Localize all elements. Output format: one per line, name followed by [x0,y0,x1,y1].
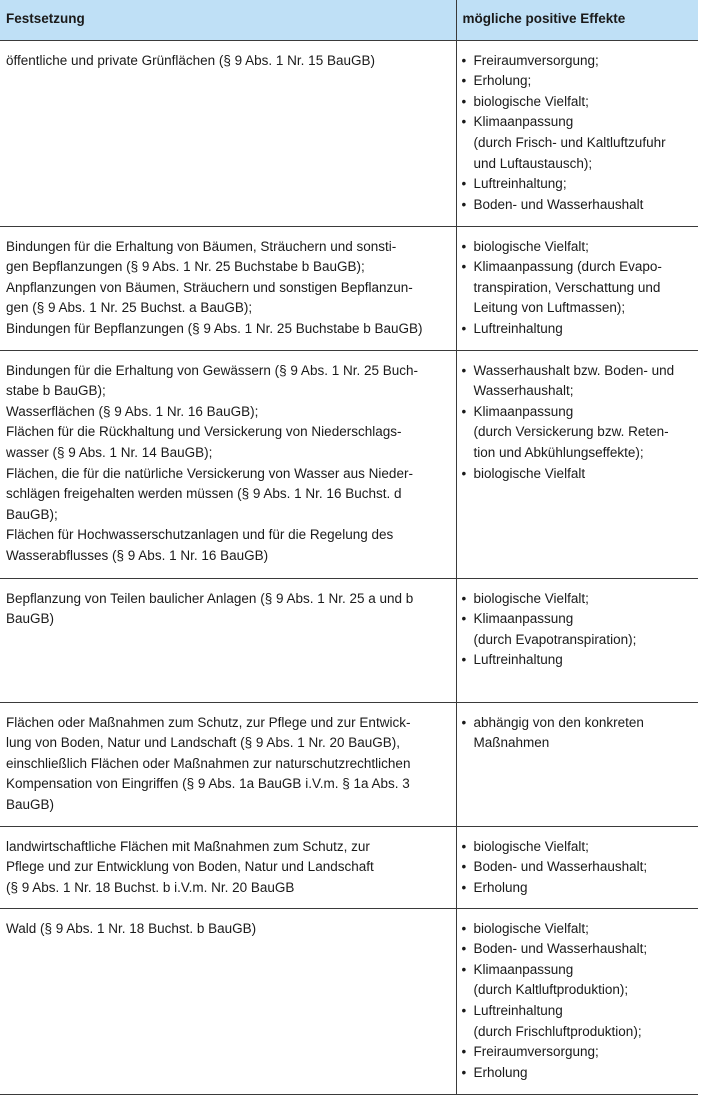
festsetzung-line: landwirtschaftliche Flächen mit Maßnahmen zum Schutz, zur [6,838,370,854]
effekt-line: (durch Versickerung bzw. Reten- [473,424,669,440]
effekt-line: • biologische Vielfalt; [473,590,589,606]
festsetzung-cell [0,40,456,226]
festsetzung-line: Flächen für Hochwasserschutzanlagen und für die Regelung des [6,527,394,543]
effekte-cell [456,908,698,1094]
festsetzung-line: Wasserflächen (§ 9 Abs. 1 Nr. 16 BauGB); [6,403,259,419]
effekt-line: • Erholung; [473,73,532,89]
effekt-line: • biologische Vielfalt; [473,920,589,936]
effekt-line: • Wasserhaushalt bzw. Boden- und [473,362,675,378]
effekte-cell [456,350,698,578]
festsetzung-line: schlägen freigehalten werden müssen (§ 9 Abs. 1 Nr. 16 Buchst. d [6,486,402,502]
effekt-line: • Klimaanpassung [473,114,574,130]
effekt-item [462,1042,697,1063]
festsetzung-cell [0,226,456,350]
table-row [0,702,698,826]
effekte-list [462,361,697,485]
festsetzung-line: wasser (§ 9 Abs. 1 Nr. 14 BauGB); [6,444,213,460]
festsetzung-line: Wald (§ 9 Abs. 1 Nr. 18 Buchst. b BauGB) [6,920,257,936]
effekt-item [462,1001,697,1042]
effekt-item [462,174,697,195]
effekte-list [462,713,697,754]
effekt-item [462,857,697,878]
effekt-line: • biologische Vielfalt [473,465,586,481]
table-row [0,40,698,226]
effekt-line: und Luftaustausch); [473,155,593,171]
festsetzung-cell [0,908,456,1094]
festsetzung-cell [0,826,456,908]
effekt-line: • Luftreinhaltung; [473,176,567,192]
effekt-item [462,713,697,754]
effekte-list [462,589,697,671]
festsetzung-line: Pflege und zur Entwicklung von Boden, Natur und Landschaft [6,859,374,875]
effekt-item [462,939,697,960]
effekt-item [462,319,697,340]
effekt-line: • Klimaanpassung [473,403,574,419]
festsetzung-line: Anpflanzungen von Bäumen, Sträuchern und sonstigen Bepflanzun- [6,279,413,295]
table-row [0,826,698,908]
effekt-line: • Klimaanpassung [473,611,574,627]
table-row [0,350,698,578]
effekte-list [462,237,697,340]
effekt-item [462,1063,697,1084]
effekte-cell [456,40,698,226]
effekt-line: • Luftreinhaltung [473,652,563,668]
effekt-line: • Boden- und Wasserhaushalt; [473,941,648,957]
effekt-line: • biologische Vielfalt; [473,838,589,854]
festsetzung-line: einschließlich Flächen oder Maßnahmen zur naturschutzrechtlichen [6,755,411,771]
effekt-item [462,71,697,92]
table-row [0,578,698,702]
effekt-line: • biologische Vielfalt; [473,238,589,254]
effekt-item [462,919,697,940]
effekt-item [462,92,697,113]
effekt-item [462,402,697,464]
effekt-line: • Boden- und Wasserhaushalt; [473,859,648,875]
festsetzung-line: Bindungen für Bepflanzungen (§ 9 Abs. 1 Nr. 25 Buchstabe b BauGB) [6,320,423,336]
festsetzung-line: lung von Boden, Natur und Landschaft (§ 9 Abs. 1 Nr. 20 BauGB), [6,735,400,751]
festsetzung-line: gen (§ 9 Abs. 1 Nr. 25 Buchst. a BauGB); [6,300,253,316]
festsetzung-cell [0,702,456,826]
table-body [0,40,698,1094]
header-effekte: mögliche positive Effekte [456,0,698,40]
effekt-item [462,257,697,319]
effekte-list [462,919,697,1084]
effekt-item [462,237,697,258]
effekte-cell [456,226,698,350]
effekt-line: • biologische Vielfalt; [473,93,589,109]
festsetzung-line: Bindungen für die Erhaltung von Bäumen, Sträuchern und sonsti- [6,238,397,254]
effekt-item [462,51,697,72]
effekt-line: (durch Evapotranspiration); [473,631,637,647]
effekt-item [462,650,697,671]
effekt-line: transpiration, Verschattung und [473,279,661,295]
table-row [0,908,698,1094]
effekte-list [462,837,697,899]
effekt-item [462,361,697,402]
effekt-item [462,464,697,485]
effekte-list [462,51,697,216]
effekt-line: • Freiraumversorgung; [473,52,599,68]
festsetzung-line: öffentliche und private Grünflächen (§ 9 Abs. 1 Nr. 15 BauGB) [6,52,375,68]
effekt-line: • Luftreinhaltung [473,1002,563,1018]
effekt-line: • Boden- und Wasserhaushalt [473,196,644,212]
festsetzung-line: Flächen oder Maßnahmen zum Schutz, zur Pflege und zur Entwick- [6,714,411,730]
festsetzung-line: Bepflanzung von Teilen baulicher Anlagen (§ 9 Abs. 1 Nr. 25 a und b [6,590,414,606]
festsetzung-line: (§ 9 Abs. 1 Nr. 18 Buchst. b i.V.m. Nr. 20 BauGB [6,879,295,895]
effekt-item [462,112,697,174]
effekt-line: Maßnahmen [473,735,550,751]
effekt-line: • Klimaanpassung (durch Evapo- [473,259,662,275]
effekt-line: • Erholung [473,1064,528,1080]
effekt-line: • abhängig von den konkreten [473,714,644,730]
festsetzung-cell [0,578,456,702]
festsetzung-line: BauGB) [6,796,55,812]
effekt-line: • Erholung [473,879,528,895]
header-festsetzung: Festsetzung [0,0,456,40]
festsetzung-cell [0,350,456,578]
header-row [0,0,698,40]
festsetzung-line: Flächen, die für die natürliche Versickerung von Wasser aus Nieder- [6,465,413,481]
effekt-line: Leitung von Luftmassen); [473,300,626,316]
festsetzung-line: gen Bepflanzungen (§ 9 Abs. 1 Nr. 25 Buchstabe b BauGB); [6,259,365,275]
effekt-line: (durch Kaltluftproduktion); [473,982,629,998]
effekte-cell [456,826,698,908]
effekt-item [462,609,697,650]
festsetzung-line: Wasserabflusses (§ 9 Abs. 1 Nr. 16 BauGB) [6,547,269,563]
effekt-line: tion und Abkühlungseffekte); [473,444,644,460]
effekt-line: (durch Frischluftproduktion); [473,1023,642,1039]
effekte-cell [456,578,698,702]
festsetzung-line: stabe b BauGB); [6,383,106,399]
table-row [0,226,698,350]
effekt-item [462,960,697,1001]
festsetzung-line: BauGB); [6,506,58,522]
festsetzung-line: BauGB) [6,611,55,627]
effekt-item [462,837,697,858]
effekt-item [462,195,697,216]
effekt-line: (durch Frisch- und Kaltluftzufuhr [473,134,666,150]
effekt-item [462,878,697,899]
festsetzung-line: Kompensation von Eingriffen (§ 9 Abs. 1a BauGB i.V.m. § 1a Abs. 3 [6,776,410,792]
effekt-line: • Klimaanpassung [473,961,574,977]
festsetzung-line: Flächen für die Rückhaltung und Versickerung von Niederschlags- [6,424,402,440]
effekte-cell [456,702,698,826]
festsetzung-line: Bindungen für die Erhaltung von Gewässern (§ 9 Abs. 1 Nr. 25 Buch- [6,362,418,378]
effekt-item [462,589,697,610]
effekt-line: • Luftreinhaltung [473,320,563,336]
effekt-line: Wasserhaushalt; [473,383,574,399]
effekt-line: • Freiraumversorgung; [473,1044,599,1060]
